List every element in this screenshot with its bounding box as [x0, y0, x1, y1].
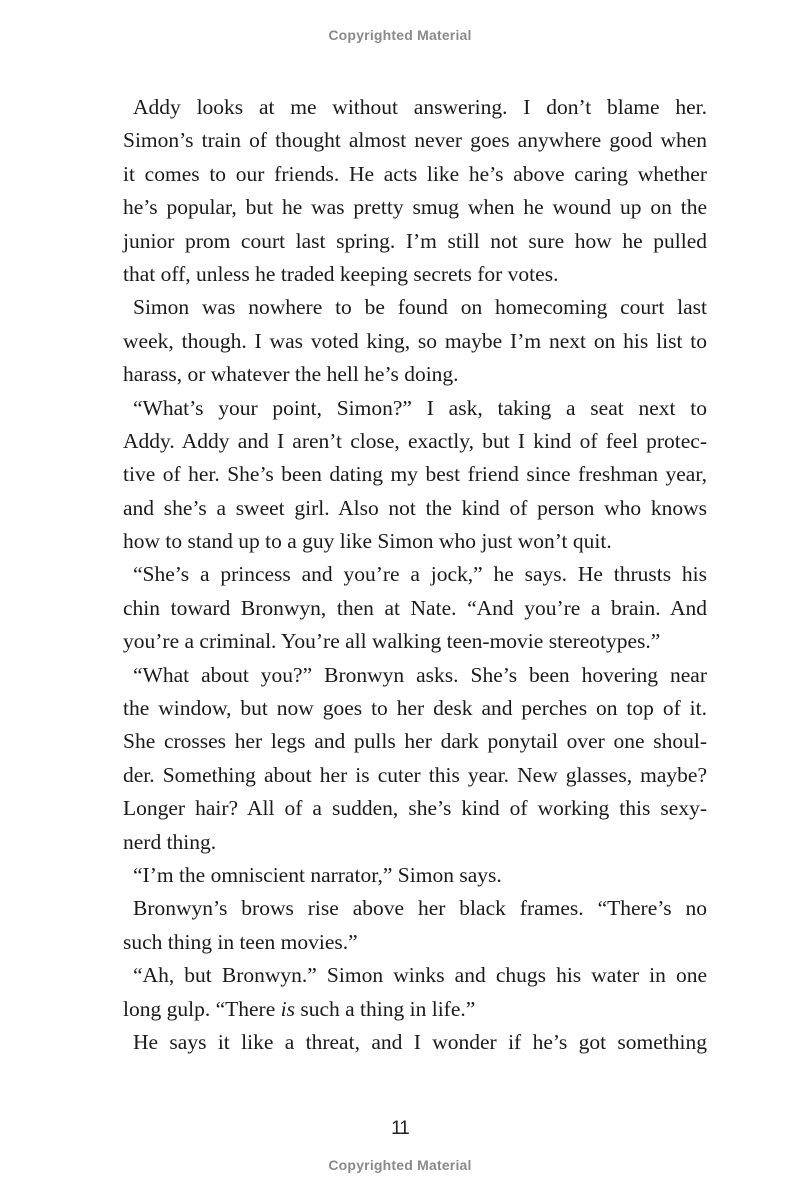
text-line: nerd thing. [123, 829, 217, 854]
text-line: “What about you?” Bronwyn asks. She’s been hovering near [133, 662, 707, 687]
text-line: “I’m the omniscient narrator,” Simon says. [133, 862, 502, 887]
page-number: 11 [391, 1118, 409, 1139]
text-line: you’re a criminal. You’re all walking teen-movie stereotypes.” [123, 629, 661, 654]
text-line: how to stand up to a guy like Simon who just won’t quit. [123, 529, 612, 554]
text-line: tive of her. She’s been dating my best friend since freshman year, [123, 462, 707, 487]
text-line-with-italic [123, 993, 707, 1026]
text-line: He says it like a threat, and I wonder if he’s got something [133, 1029, 707, 1054]
text-line: der. Something about her is cuter this year. New glasses, maybe? [123, 762, 707, 787]
copyright-watermark-bottom: Copyrighted Material [328, 1157, 472, 1173]
text-line: “What’s your point, Simon?” I ask, taking a seat next to [133, 395, 707, 420]
book-body-text [123, 91, 707, 1059]
text-line: it comes to our friends. He acts like he’s above caring whether [123, 161, 707, 186]
text-line: She crosses her legs and pulls her dark ponytail over one shoul- [123, 729, 707, 754]
text-line: harass, or whatever the hell he’s doing. [123, 362, 459, 387]
text-line: the window, but now goes to her desk and perches on top of it. [123, 696, 707, 721]
text-line: chin toward Bronwyn, then at Nate. “And you’re a brain. And [123, 595, 707, 620]
text-line: Longer hair? All of a sudden, she’s kind of working this sexy- [123, 796, 707, 821]
text-line: Addy looks at me without answering. I don’t blame her. [133, 95, 707, 119]
text-line: junior prom court last spring. I’m still not sure how he pulled [123, 228, 707, 253]
text-line: Simon was nowhere to be found on homecoming court last [133, 295, 707, 320]
copyright-watermark-top: Copyrighted Material [328, 27, 472, 43]
text-line: Bronwyn’s brows rise above her black frames. “There’s no [133, 896, 707, 921]
text-line: “Ah, but Bronwyn.” Simon winks and chugs his water in one [133, 963, 707, 988]
italic-emphasis: is [280, 996, 295, 1021]
text-line: such thing in teen movies.” [123, 929, 358, 954]
text-line: “She’s a princess and you’re a jock,” he says. He thrusts his [133, 562, 707, 587]
text-segment: long gulp. “There [123, 996, 281, 1021]
text-line: Addy. Addy and I aren’t close, exactly, but I kind of feel protec- [123, 428, 707, 453]
text-line: he’s popular, but he was pretty smug when he wound up on the [123, 195, 707, 220]
text-line: that off, unless he traded keeping secrets for votes. [123, 261, 559, 286]
text-segment: such a thing in life.” [294, 996, 476, 1021]
text-line: Simon’s train of thought almost never goes anywhere good when [123, 128, 707, 153]
text-line: week, though. I was voted king, so maybe I’m next on his list to [123, 328, 707, 353]
text-line: and she’s a sweet girl. Also not the kind of person who knows [123, 495, 707, 520]
